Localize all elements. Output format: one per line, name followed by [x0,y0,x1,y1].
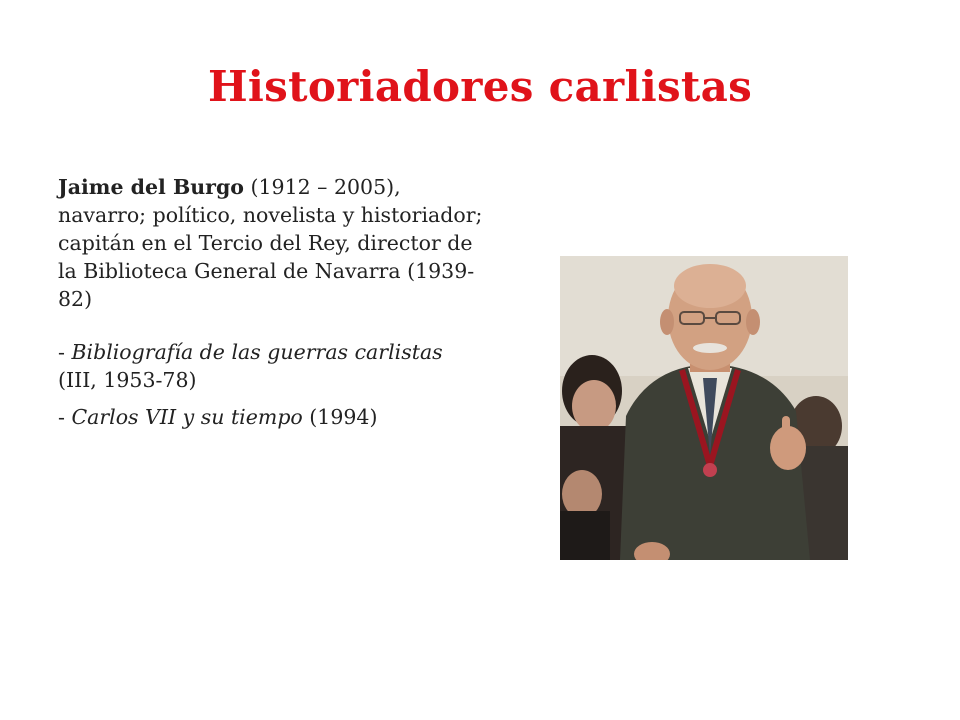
bio-details: (1912 – 2005), navarro; político, novelista y historiador; capitán en el Tercio del Rey, director de la Biblioteca General de Navarra (1939-82) [58,175,483,311]
work-suffix: (1994) [302,405,378,429]
person-name: Jaime del Burgo [58,175,244,199]
work-item [58,403,488,431]
work-item [58,338,488,394]
bio-paragraph [58,173,488,313]
work-prefix: - [58,405,72,429]
work-title: Carlos VII y su tiempo [71,405,303,429]
work-suffix: (III, 1953-78) [58,368,197,392]
work-prefix: - [58,340,72,364]
portrait-photo [560,256,848,560]
body-text [58,173,488,440]
slide-title: Historiadores carlistas [207,62,753,111]
portrait-image [560,256,848,560]
work-title: Bibliografía de las guerras carlistas [71,340,443,364]
